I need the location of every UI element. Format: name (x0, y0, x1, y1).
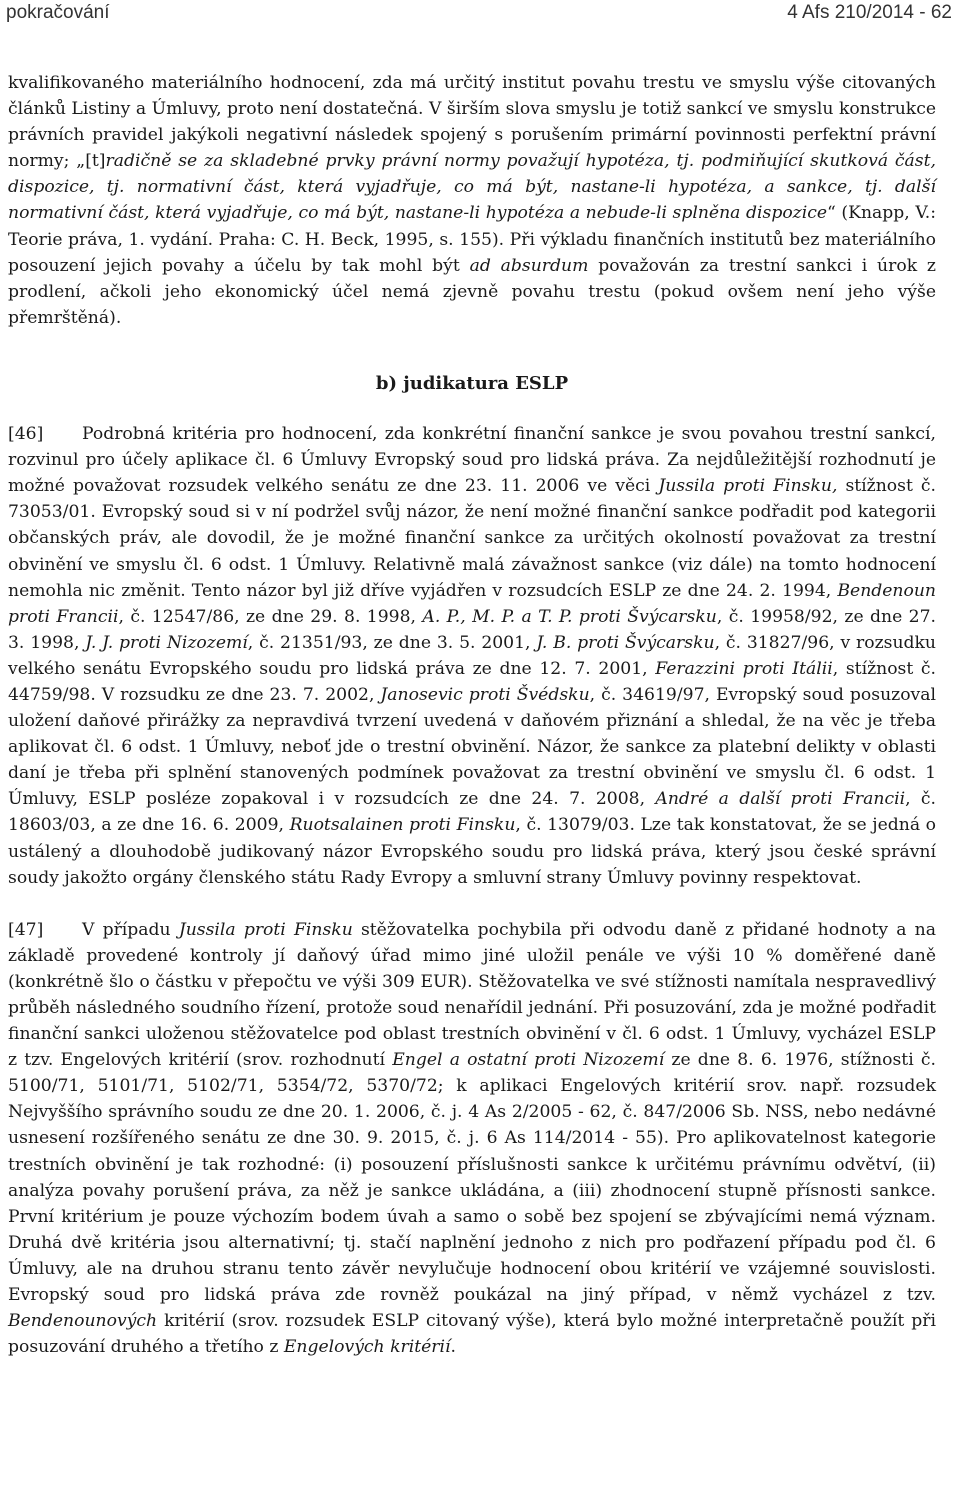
p46-case-name: J. J. proti Nizozemí (85, 632, 248, 653)
p47-case-name: Engel a ostatní proti Nizozemí (392, 1050, 665, 1071)
p47-text: V případu (82, 919, 179, 940)
p46-case-name: J. B. proti Švýcarsku (536, 632, 715, 653)
p46-case-name: André a další proti Francii (655, 789, 906, 810)
p47-text: ze dne 8. 6. 1976, stížnosti č. 5100/71, 5101/71, 5102/71, 5354/72, 5370/72; k aplikaci Engelových kritérií srov. např. rozsudek Nejvyššího správního soudu ze dne 20. 1. 2006, č. j. 4 As 2/2005 - 62, č. 847/2006 Sb. NSS, nebo nedávné usnesení rozšířeného senátu ze dne 30. 9. 2015, č. j. 6 As 114/2014 - 55). Pro aplikovatelnost kategorie trestních obvinění je tak rozhodné: (i) posouzení příslušnosti sankce k určitému právnímu odvětví, (ii) analýza povahy porušení práva, za něž je sankce ukládána, a (iii) zhodnocení stupně přísnosti sankce. První kritérium je pouze výchozím bodem úvah a samo o sobě bez spojení se zbývajícími nemá význam. Druhá dvě kritéria jsou alternativní; tj. stačí naplnění jednoho z nich pro podřazení případu pod čl. 6 Úmluvy, ale na druhou stranu tento závěr nevylučuje hodnocení obou kritérií ve vzájemné souvislosti. Evropský soud pro lidská práva zde rovněž poukázal na jiný případ, v němž vycházel z tzv. (8, 1050, 936, 1306)
paragraph-intro (8, 70, 936, 331)
p47-case-name: Jussila proti Finsku (178, 919, 353, 940)
p46-text: , č. 19958/92, ze dne 27. 3. 1998, (8, 606, 936, 653)
p46-case-name: A. P., M. P. a T. P. proti Švýcarsku (422, 606, 717, 627)
p46-case-name: Jussila proti Finsku, (658, 476, 838, 497)
p47-text: . (450, 1337, 456, 1358)
p47-case-name: Bendenounových (8, 1311, 158, 1332)
header-case-number: 4 Afs 210/2014 - 62 (787, 2, 952, 23)
p46-text: , č. 12547/86, ze dne 29. 8. 1998, (118, 606, 423, 627)
intro-text-3: považován za trestní sankci i úrok z prodlení, ačkoli jeho ekonomický účel nemá zjevně povahu trestu (pokud ovšem není jeho výše přemrštěná). (8, 255, 936, 328)
intro-italic-ad-absurdum: ad absurdum (469, 255, 589, 276)
p46-text: Podrobná kritéria pro hodnocení, zda konkrétní finanční sankce je svou povahou trestní sankcí, rozvinul pro účely aplikace čl. 6 Úmluvy Evropský soud pro lidská práva. Za nejdůležitější rozhodnutí je možné považovat rozsudek velkého senátu ze dne 23. 11. 2006 ve věci (8, 424, 936, 497)
p47-text: stěžovatelka pochybila při odvodu daně z přidané hodnoty a na základě provedené kontroly jí daňový úřad mimo jiné uložil penále ve výši 10 % doměřené daně (konkrétně šlo o částku v přepočtu ve výši 309 EUR). Stěžovatelka ve své stížnosti namítala nespravedlivý průběh následného soudního řízení, protože soud nenařídil jednání. Při posuzování, zda je možné podřadit finanční sankci uloženou stěžovatelce pod oblast trestních obvinění v čl. 6 odst. 1 Úmluvy, vycházel ESLP z tzv. Engelových kritérií (srov. rozhodnutí (8, 919, 936, 1071)
header-continuation-label: pokračování (6, 2, 110, 23)
paragraph-47 (8, 917, 936, 1361)
p46-text: , č. 18603/03, a ze dne 16. 6. 2009, (8, 789, 937, 836)
paragraph-46 (8, 421, 936, 891)
intro-quote-italic: radičně se za skladebné prvky právní normy považují hypotéza, tj. podmiňující skutková část, dispozice, tj. normativní část, která vyjadřuje, co má být, nastane-li hypotéza, a sankce, tj. další normativní část, která vyjadřuje, co má být, nastane-li hypotéza a nebude-li splněna dispozice (8, 151, 936, 224)
p46-text: , č. 13079/03. Lze tak konstatovat, že se jedná o ustálený a dlouhodobě judikovaný názor Evropského soudu pro lidská práva, který jsou české správní soudy jakožto orgány členského státu Rady Evropy a smluvní strany Úmluvy povinny respektovat. (8, 815, 936, 888)
document-body (8, 70, 936, 1360)
p46-case-name: Bendenoun proti Francii (8, 580, 936, 627)
p46-case-name: Ferazzini proti Itálii (655, 658, 833, 679)
p46-text: stížnost č. 73053/01. Evropský soud si v ní podržel svůj názor, že není možné finanční sankce podřadit pod kategorii občanských práv, ale dovodil, že je možné finanční sankce za určitých okolností považovat za trestní obvinění ve smyslu čl. 6 odst. 1 Úmluvy. Relativně malá závažnost sankce (viz dále) na tomto hodnocení nemohla nic změnit. Tento názor byl již dříve vyjádřen v rozsudcích ESLP ze dne 24. 2. 1994, (8, 476, 936, 601)
p46-text: , stížnost č. 44759/98. V rozsudku ze dne 23. 7. 2002, (8, 658, 937, 705)
p46-text: , č. 21351/93, ze dne 3. 5. 2001, (247, 632, 537, 653)
p46-text: , č. 31827/96, v rozsudku velkého senátu Evropského soudu pro lidská práva ze dne 12. 7. 2001, (8, 632, 937, 679)
p46-text: , č. 34619/97, Evropský soud posuzoval uložení daňové přirážky za nepravdivá tvrzení uvedená v daňovém přiznání a shledal, že na věc je třeba aplikovat čl. 6 odst. 1 Úmluvy, neboť jde o trestní obvinění. Názor, že sankce za platební delikty v oblasti daní je třeba při splnění stanovených podmínek považovat za trestní obvinění ve smyslu čl. 6 odst. 1 Úmluvy, ESLP posléze zopakoval i v rozsudcích ze dne 24. 7. 2008, (8, 684, 936, 810)
p46-case-name: Ruotsalainen proti Finsku (289, 815, 516, 836)
page-header (0, 0, 960, 28)
intro-text-1: kvalifikovaného materiálního hodnocení, zda má určitý institut povahu trestu ve smyslu výše citovaných článků Listiny a Úmluvy, proto není dostatečná. V širším slova smyslu je totiž sankcí ve smyslu konstrukce právních pravidel jakýkoli negativní následek spojený s porušením primární povinnosti perfektní právní normy; „[t] (8, 73, 936, 172)
section-heading: b) judikatura ESLP (375, 372, 569, 394)
p47-case-name: Engelových kritérií (283, 1337, 451, 1358)
p46-case-name: Janosevic proti Švédsku (380, 684, 590, 705)
intro-text-2: “ (Knapp, V.: Teorie práva, 1. vydání. Praha: C. H. Beck, 1995, s. 155). Při výkladu finančních institutů bez materiálního posouzení jejich povahy a účelu by tak mohl být (8, 203, 936, 276)
paragraph-number: [46] (8, 424, 44, 445)
paragraph-number: [47] (8, 919, 44, 940)
p47-text: kritérií (srov. rozsudek ESLP citovaný výše), která bylo možné interpretačně použít při posuzování druhého a třetího z (8, 1311, 936, 1358)
